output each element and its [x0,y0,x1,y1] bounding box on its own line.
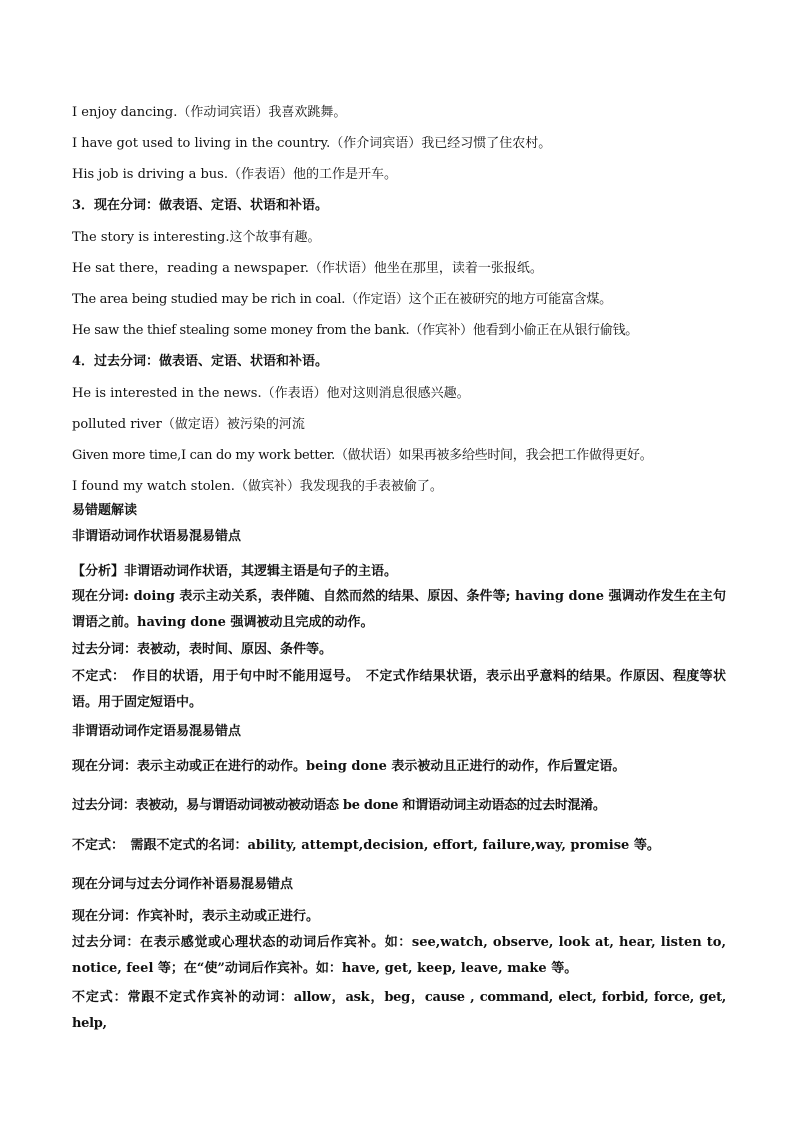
example-gerund-prep-object: I have got used to living in the country.（作介词宾语）我已经习惯了住农村。 [72,136,552,151]
example-past-adverbial: Given more time,I can do my work better.（做状语）如果再被多给些时间，我会把工作做得更好。 [72,448,653,463]
example-present-attributive: The area being studied may be rich in coal.（作定语）这个正在被研究的地方可能富含煤。 [72,292,612,307]
complement-present-participle-paragraph: 现在分词：作宾补时，表示主动或正进行。 [72,909,320,924]
heading-past-participle: 4．过去分词：做表语、定语、状语和补语。 [72,354,329,369]
complement-infinitive-paragraph: 不定式：常跟不定式作宾补的动词：allow，ask，beg，cause , command, elect, forbid, force, get, help, [72,990,726,1031]
example-present-complement: He saw the thief stealing some money from the bank.（作宾补）他看到小偷正在从银行偷钱。 [72,323,638,338]
example-gerund-object: I enjoy dancing.（作动词宾语）我喜欢跳舞。 [72,105,347,120]
example-gerund-predicative: His job is driving a bus.（作表语）他的工作是开车。 [72,167,397,182]
example-past-predicative: He is interested in the news.（作表语）他对这则消息很感兴趣。 [72,386,470,401]
section-title: 易错题解读 [72,503,138,518]
heading-present-participle: 3．现在分词：做表语、定语、状语和补语。 [72,198,329,213]
attributive-infinitive-paragraph: 不定式： 需跟不定式的名词：ability, attempt,decision, effort, failure,way, promise 等。 [72,838,660,853]
adverbial-past-participle-paragraph: 过去分词：表被动，表时间、原因、条件等。 [72,642,333,657]
analysis-paragraph [72,563,726,581]
subsection-adverbial-title: 非谓语动词作状语易混易错点 [72,529,242,544]
example-past-complement: I found my watch stolen.（做宾补）我发现我的手表被偷了。 [72,479,443,494]
adverbial-present-participle-paragraph: 现在分词: doing 表示主动关系，表伴随、自然而然的结果、原因、条件等; having done 强调动作发生在主句谓语之前。having done 强调被动且完成的动作。 [72,589,726,630]
example-past-attributive: polluted river（做定语）被污染的河流 [72,417,305,432]
adverbial-infinitive-paragraph: 不定式： 作目的状语，用于句中时不能用逗号。 不定式作结果状语，表示出乎意料的结果。作原因、程度等状语。用于固定短语中。 [72,669,726,710]
example-present-adverbial: He sat there，reading a newspaper.（作状语）他坐在那里，读着一张报纸。 [72,261,543,276]
analysis-text: 非谓语动词作状语，其逻辑主语是句子的主语。 [124,564,398,579]
subsection-complement-title: 现在分词与过去分词作补语易混易错点 [72,877,294,892]
attributive-present-participle-paragraph: 现在分词：表示主动或正在进行的动作。being done 表示被动且正进行的动作，作后置定语。 [72,759,626,774]
example-present-predicative: The story is interesting.这个故事有趣。 [72,230,321,245]
subsection-attributive-title: 非谓语动词作定语易混易错点 [72,724,242,739]
complement-past-participle-paragraph: 过去分词：在表示感觉或心理状态的动词后作宾补。如：see,watch, observe, look at, hear, listen to, notice, feel 等；在“使”动词后作宾补。如：have, get, keep, leave, make 等。 [72,935,726,976]
analysis-label: 【分析】 [72,564,125,579]
attributive-past-participle-paragraph: 过去分词：表被动，易与谓语动词被动被动语态 be done 和谓语动词主动语态的过去时混淆。 [72,798,606,813]
